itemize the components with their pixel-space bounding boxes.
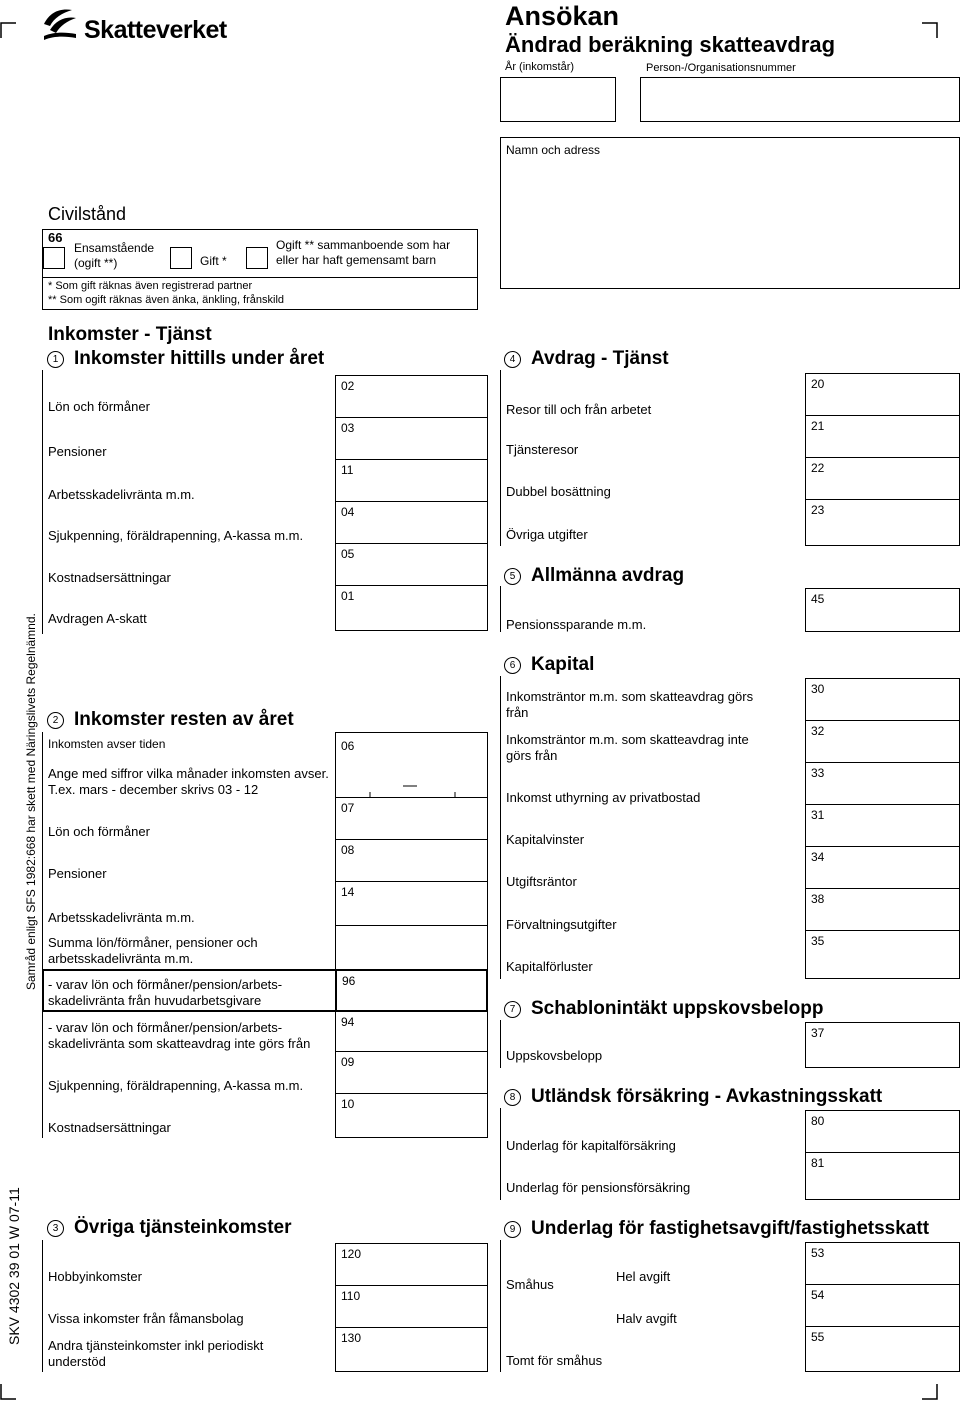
- period-dash-marks: [360, 778, 480, 798]
- sec2-field-summa[interactable]: [335, 925, 488, 970]
- section-6-number: 6: [504, 657, 521, 674]
- samrad-note: Samråd enligt SFS 1982:668 har skett med Näringslivets Regelnämnd.: [24, 613, 38, 990]
- sec9-field-53[interactable]: 53: [805, 1242, 960, 1285]
- sec2-label-2: Arbetsskadelivränta m.m.: [48, 910, 195, 925]
- sec1-label-0: Lön och förmåner: [48, 399, 150, 414]
- crop-mark-bottom-right: [922, 1384, 938, 1400]
- page-title: Ansökan: [505, 1, 620, 31]
- section-2-number: 2: [47, 712, 64, 729]
- sec2-label-4: - varav lön och förmåner/pension/arbets- skadelivränta från huvudarbetsgivare: [48, 977, 283, 1008]
- sec6-label-1: Inkomsträntor m.m. som skatteavdrag inte görs från: [506, 732, 749, 763]
- section-3-number: 3: [47, 1220, 64, 1237]
- sec2-field-96[interactable]: 96: [335, 969, 488, 1012]
- opt-sammanboende: Ogift ** sammanboende som har eller har haft gemensamt barn: [276, 238, 451, 267]
- sec4-field-20[interactable]: 20: [805, 373, 960, 416]
- section-6-title: Kapital: [531, 654, 595, 675]
- sec2-label-5: - varav lön och förmåner/pension/arbets- skadelivränta som skatteavdrag inte görs från: [48, 1020, 311, 1051]
- sec2-field-14[interactable]: 14: [335, 881, 488, 926]
- sec9-label-1: Halv avgift: [616, 1311, 677, 1326]
- sec1-field-02[interactable]: 02: [335, 375, 488, 418]
- crop-mark-top-right: [922, 22, 938, 38]
- sec2-field-06-period[interactable]: 06: [335, 732, 488, 798]
- sec3-field-130[interactable]: 130: [335, 1327, 488, 1372]
- logo-wordmark: Skatteverket: [84, 16, 227, 44]
- sec4-label-2: Dubbel bosättning: [506, 484, 611, 499]
- crown-logo-icon: [40, 2, 80, 42]
- sec2-period-label: Inkomsten avser tiden: [48, 737, 166, 751]
- section-1-title: Inkomster hittills under året: [74, 348, 325, 369]
- sec8-label-1: Underlag för pensionsförsäkring: [506, 1180, 691, 1195]
- sec5-left-rule: [500, 586, 501, 632]
- sec1-field-01[interactable]: 01: [335, 585, 488, 631]
- sec6-label-2: Inkomst uthyrning av privatbostad: [506, 790, 701, 805]
- sec2-label-1: Pensioner: [48, 866, 107, 881]
- sec1-label-3: Sjukpenning, föräldrapenning, A-kassa m.m.: [48, 528, 304, 543]
- section-3-title: Övriga tjänsteinkomster: [74, 1217, 292, 1238]
- sec2-instruction: Ange med siffror vilka månader inkomsten avser. T.ex. mars - december skrivs 03 - 12: [48, 766, 329, 797]
- sec4-field-21[interactable]: 21: [805, 415, 960, 458]
- sec1-field-11[interactable]: 11: [335, 459, 488, 502]
- page-subtitle: Ändrad beräkning skatteavdrag: [505, 32, 836, 57]
- sec8-field-81[interactable]: 81: [805, 1152, 960, 1200]
- sec8-left-rule: [500, 1108, 501, 1200]
- sec6-field-33[interactable]: 33: [805, 762, 960, 805]
- sec6-field-35[interactable]: 35: [805, 930, 960, 979]
- sec2-left-rule: [42, 732, 43, 1138]
- checkbox-sammanboende[interactable]: [246, 247, 268, 269]
- sec2-field-10[interactable]: 10: [335, 1093, 488, 1138]
- section-7-title: Schablonintäkt uppskovsbelopp: [531, 998, 824, 1019]
- sec3-label-0: Hobbyinkomster: [48, 1269, 142, 1284]
- sec6-label-6: Kapitalförluster: [506, 959, 593, 974]
- sec6-label-4: Utgiftsräntor: [506, 874, 577, 889]
- sec3-label-1: Vissa inkomster från fåmansbolag: [48, 1311, 244, 1326]
- sec2-field-09[interactable]: 09: [335, 1051, 488, 1094]
- sec2-field-08[interactable]: 08: [335, 839, 488, 882]
- pnr-label: Person-/Organisationsnummer: [646, 62, 796, 74]
- sec4-field-23[interactable]: 23: [805, 499, 960, 546]
- sec4-label-0: Resor till och från arbetet: [506, 402, 652, 417]
- sec2-label-0: Lön och förmåner: [48, 824, 150, 839]
- civilstand-title: Civilstånd: [48, 204, 127, 224]
- sec2-field-07[interactable]: 07: [335, 797, 488, 840]
- sec2-label-7: Kostnadsersättningar: [48, 1120, 171, 1135]
- opt-ensamstaende: Ensamstående (ogift **): [74, 241, 155, 270]
- civilstand-code: 66: [48, 230, 63, 245]
- sec4-label-1: Tjänsteresor: [506, 442, 579, 457]
- sec5-label-0: Pensionssparande m.m.: [506, 617, 647, 632]
- sec1-label-4: Kostnadsersättningar: [48, 570, 171, 585]
- sec3-left-rule: [42, 1240, 43, 1372]
- section-8-title: Utländsk försäkring - Avkastningsskatt: [531, 1086, 883, 1107]
- sec9-left-rule: [500, 1240, 501, 1372]
- crop-mark-top-left: [0, 22, 16, 38]
- sec6-field-30[interactable]: 30: [805, 678, 960, 721]
- inkomster-tjanst-title: Inkomster - Tjänst: [48, 324, 212, 345]
- section-8-number: 8: [504, 1089, 521, 1106]
- sec4-field-22[interactable]: 22: [805, 457, 960, 500]
- sec1-left-rule: [42, 370, 43, 634]
- sec6-field-34[interactable]: 34: [805, 846, 960, 889]
- sec1-label-2: Arbetsskadelivränta m.m.: [48, 487, 195, 502]
- sec2-label-3: Summa lön/förmåner, pensioner och arbetsskadelivränta m.m.: [48, 935, 258, 966]
- checkbox-gift[interactable]: [170, 247, 192, 269]
- name-address-label: Namn och adress: [506, 143, 601, 157]
- sec6-label-0: Inkomsträntor m.m. som skatteavdrag görs från: [506, 689, 754, 720]
- civilstand-note-1: * Som gift räknas även registrerad partner: [48, 280, 253, 292]
- section-4-title: Avdrag - Tjänst: [531, 348, 669, 369]
- sec2-field-94[interactable]: 94: [335, 1011, 488, 1052]
- sec8-field-80[interactable]: 80: [805, 1110, 960, 1153]
- section-7-number: 7: [504, 1001, 521, 1018]
- civilstand-divider: [42, 277, 478, 278]
- section-9-title: Underlag för fastighetsavgift/fastighetsskatt: [531, 1218, 930, 1239]
- pnr-field[interactable]: [640, 77, 960, 122]
- name-address-field[interactable]: [500, 137, 960, 289]
- sec2-label-6: Sjukpenning, föräldrapenning, A-kassa m.m.: [48, 1078, 304, 1093]
- checkbox-ensamstaende[interactable]: [43, 247, 65, 269]
- sec7-label-0: Uppskovsbelopp: [506, 1048, 603, 1063]
- sec1-label-1: Pensioner: [48, 444, 107, 459]
- sec1-field-04[interactable]: 04: [335, 501, 488, 544]
- section-5-number: 5: [504, 568, 521, 585]
- section-4-number: 4: [504, 351, 521, 368]
- sec7-left-rule: [500, 1020, 501, 1068]
- sec1-field-03[interactable]: 03: [335, 417, 488, 460]
- sec6-left-rule: [500, 676, 501, 979]
- year-field[interactable]: [500, 77, 616, 122]
- sec9-label-2: Tomt för småhus: [506, 1353, 603, 1368]
- sec6-field-32[interactable]: 32: [805, 720, 960, 763]
- form-identifier: SKV 4302 39 01 W 07-11: [6, 1187, 22, 1345]
- sec4-label-3: Övriga utgifter: [506, 527, 588, 542]
- sec3-field-120[interactable]: 120: [335, 1243, 488, 1286]
- sec9-label-0: Hel avgift: [616, 1269, 671, 1284]
- sec7-field-37[interactable]: 37: [805, 1022, 960, 1068]
- opt-gift: Gift *: [200, 254, 227, 268]
- section-5-title: Allmänna avdrag: [531, 565, 685, 586]
- sec6-field-31[interactable]: 31: [805, 804, 960, 847]
- section-2-title: Inkomster resten av året: [74, 709, 294, 730]
- sec4-left-rule: [500, 370, 501, 546]
- sec9-field-54[interactable]: 54: [805, 1284, 960, 1327]
- sec1-field-05[interactable]: 05: [335, 543, 488, 586]
- sec6-label-5: Förvaltningsutgifter: [506, 917, 617, 932]
- sec6-field-38[interactable]: 38: [805, 888, 960, 931]
- sec8-label-0: Underlag för kapitalförsäkring: [506, 1138, 676, 1153]
- sec9-smahus-label: Småhus: [506, 1277, 554, 1292]
- crop-mark-bottom-left: [0, 1384, 16, 1400]
- section-1-number: 1: [47, 351, 64, 368]
- civilstand-note-2: ** Som ogift räknas även änka, änkling, frånskild: [48, 294, 285, 306]
- year-label: År (inkomstår): [505, 61, 575, 73]
- sec9-field-55[interactable]: 55: [805, 1326, 960, 1372]
- sec1-label-5: Avdragen A-skatt: [48, 611, 147, 626]
- sec3-field-110[interactable]: 110: [335, 1285, 488, 1328]
- sec3-label-2: Andra tjänsteinkomster inkl periodiskt understöd: [48, 1338, 264, 1369]
- sec6-label-3: Kapitalvinster: [506, 832, 585, 847]
- sec5-field-45[interactable]: 45: [805, 588, 960, 632]
- section-9-number: 9: [504, 1221, 521, 1238]
